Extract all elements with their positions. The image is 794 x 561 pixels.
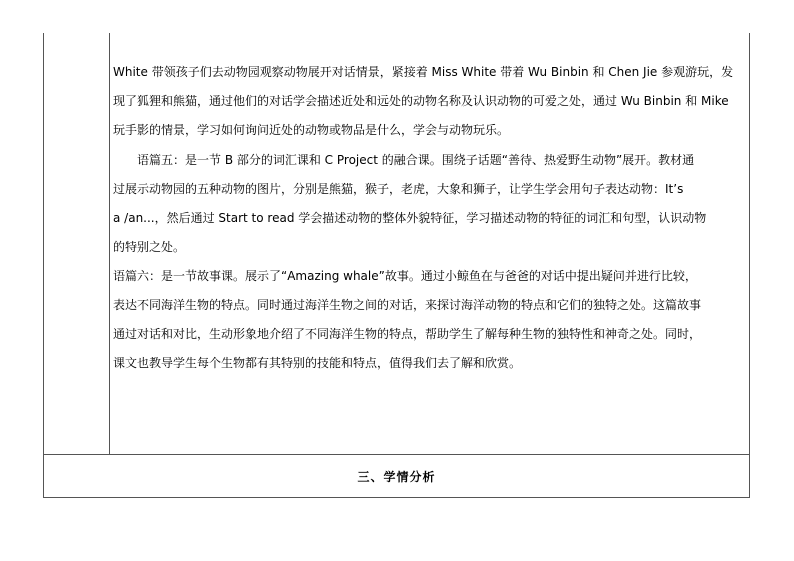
text-line-1: White 带领孩子们去动物园观察动物展开对话情景，紧接着 Miss White 带着 Wu Binbin 和 Chen Jie 参观游玩，发 xyxy=(113,65,734,79)
text-line-11: 课文也教导学生每个生物都有其特别的技能和特点，值得我们去了解和欣赏。 xyxy=(113,356,522,370)
text-line-8: 语篇六：是一节故事课。展示了“Amazing whale”故事。通过小鲸鱼在与爸爸的对话中提出疑问并进行比较， xyxy=(113,269,697,283)
text-line-5: 过展示动物园的五种动物的图片，分别是熊猫，猴子，老虎，大象和狮子，让学生学会用句子表达动物：It’s xyxy=(113,182,684,196)
section-title: 三、学情分析 xyxy=(357,470,436,484)
text-line-2: 现了狐狸和熊猫，通过他们的对话学会描述近处和远处的动物名称及认识动物的可爱之处，通过 Wu Binbin 和 Mike xyxy=(113,94,729,108)
left-label-column xyxy=(44,33,110,454)
text-line-10: 通过对话和对比，生动形象地介绍了不同海洋生物的特点，帮助学生了解每种生物的独特性和神奇之处。同时， xyxy=(113,327,702,341)
text-line-9: 表达不同海洋生物的特点。同时通过海洋生物之间的对话，来探讨海洋动物的特点和它们的独特之处。这篇故事 xyxy=(113,298,702,312)
text-line-7: 的特别之处。 xyxy=(113,240,186,254)
section-header-cell xyxy=(44,455,749,497)
text-line-6: a /an...，然后通过 Start to read 学会描述动物的整体外貌特征，学习描述动物的特征的词汇和句型，认识动物 xyxy=(113,211,707,225)
text-line-3: 玩手影的情景，学习如何询问近处的动物或物品是什么，学会与动物玩乐。 xyxy=(113,123,510,137)
text-line-4: 语篇五：是一节 B 部分的词汇课和 C Project 的融合课。围绕子话题“善待、热爱野生动物”展开。教材通 xyxy=(137,153,695,167)
content-cell xyxy=(111,33,751,454)
table-frame xyxy=(43,33,750,498)
